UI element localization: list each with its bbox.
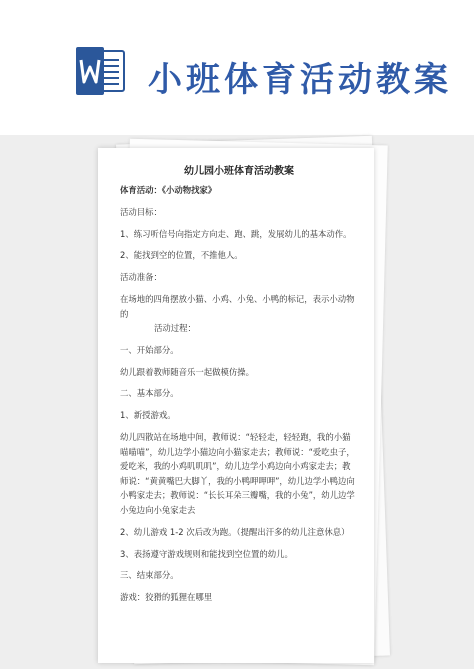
document-title: 幼儿园小班体育活动教案	[184, 166, 294, 177]
document-body	[120, 162, 358, 612]
paragraph: 2、能找到空的位置，不推他人。	[120, 250, 243, 261]
banner-header	[0, 0, 474, 135]
paragraph: 活动准备：	[120, 272, 162, 283]
paragraph: 二、基本部分。	[120, 388, 179, 399]
paragraph: 在场地的四角摆放小猫、小鸡、小兔、小鸭的标记，表示小动物的	[120, 293, 355, 319]
banner-title: 小班体育活动教案	[148, 60, 452, 100]
paragraph: 活动目标：	[120, 206, 162, 217]
paragraph: 三、结束部分。	[120, 570, 179, 581]
document-page	[98, 148, 374, 663]
paragraph: 1、练习听信号向指定方向走、跑、跳，发展幼儿的基本动作。	[120, 228, 352, 239]
paragraph: 幼儿四散站在场地中间，教师说：“轻轻走，轻轻跑，我的小猫喵喵喵”，幼儿边学小猫边向小猫家走去；教师说：“爱吃虫子，爱吃米，我的小鸡叽叽叽”，幼儿边学小鸡边向小鸡家走去；教师说：“黄黄嘴巴大脚丫，我的小鸭呷呷呷”，幼儿边学小鸭边向小鸭家走去；教师说：“长长耳朵三瓣嘴，我的小兔”，幼儿边学小兔边向小兔家走去	[120, 432, 355, 515]
paragraph: 2、幼儿游戏 1-2 次后改为跑。（提醒出汗多的幼儿注意休息）	[120, 526, 350, 537]
paragraph: 3、表扬遵守游戏规则和能找到空位置的幼儿。	[120, 548, 293, 559]
paragraph: 幼儿跟着教师随音乐一起做模仿操。	[120, 366, 254, 377]
subject-label: 体育活动：《小动物找家》	[120, 185, 217, 195]
paragraph: 1、新授游戏。	[120, 410, 176, 421]
paragraph: 游戏：狡猾的狐狸在哪里	[120, 592, 213, 603]
paragraph: 一、开始部分。	[120, 344, 179, 355]
word-doc-icon	[74, 45, 126, 97]
paragraph: 活动过程：	[154, 323, 196, 334]
